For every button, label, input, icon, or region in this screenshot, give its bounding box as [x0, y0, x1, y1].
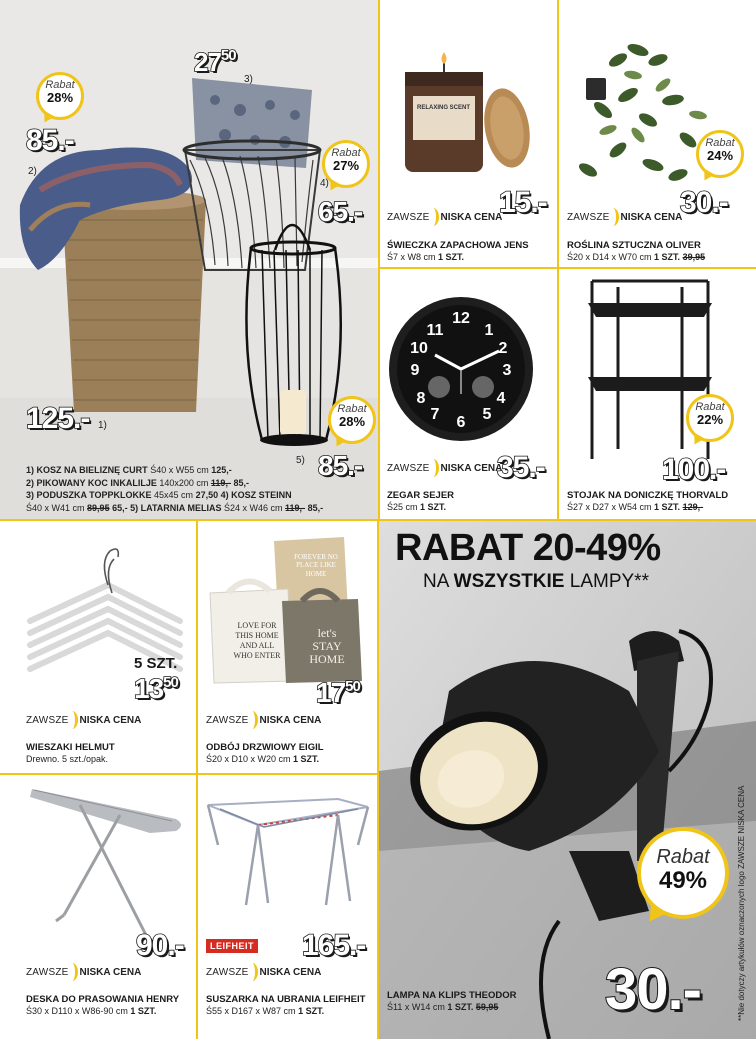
side-note: **Nie dotyczy artykułów oznaczonych logo ZAWSZE NISKA CENA	[737, 785, 746, 1021]
product-title: ODBÓJ DRZWIOWY EIGIL	[206, 742, 324, 753]
svg-text:5: 5	[482, 406, 492, 423]
product-plant	[558, 0, 756, 267]
product-desc: Ś20 x D14 x W70 cm 1 SZT. 39,95	[567, 252, 706, 262]
badge-value: 22%	[696, 412, 724, 427]
badge-value: 24%	[706, 148, 734, 163]
hero-product-list	[26, 464, 376, 514]
logo-arc-icon	[427, 208, 439, 226]
discount-badge	[36, 72, 84, 120]
svg-text:7: 7	[430, 406, 440, 423]
always-low-price-logo	[206, 963, 321, 981]
price-cushion	[194, 48, 236, 75]
clothes-dryer-image	[198, 775, 378, 935]
hero-line-3: 3) PODUSZKA TOPPKLOKKE 45x45 cm 27,50 4) KOSZ STEINN	[26, 490, 292, 500]
badge-label: Rabat	[337, 403, 367, 415]
hero-scene	[0, 0, 378, 520]
price-main: 17	[316, 677, 346, 708]
logo-word-1: ZAWSZE	[206, 714, 249, 726]
logo-arc-icon	[607, 208, 619, 226]
candle-image	[379, 0, 556, 200]
hero-line-1: 1) KOSZ NA BIELIZNĘ CURT Ś40 x W55 cm 125,-	[26, 465, 232, 475]
product-desc: Ś20 x D10 x W20 cm 1 SZT.	[206, 754, 320, 764]
badge-label: Rabat	[45, 79, 75, 91]
pack-count: 5 SZT.	[134, 655, 178, 672]
always-low-price-logo	[387, 208, 502, 226]
badge-label: Rabat	[705, 137, 735, 149]
logo-word-2: NISKA CENA	[79, 966, 142, 978]
product-title: ZEGAR SEJER	[387, 490, 455, 501]
logo-word-1: ZAWSZE	[26, 966, 69, 978]
discount-badge	[696, 130, 744, 178]
logo-word-2: NISKA CENA	[259, 714, 322, 726]
svg-text:8: 8	[416, 390, 426, 407]
price-main: 27	[194, 47, 221, 77]
svg-text:3: 3	[502, 362, 512, 379]
candle-label-text: RELAXING SCENT	[417, 105, 471, 111]
logo-arc-icon	[246, 963, 258, 981]
promo-headline: RABAT 20-49%	[395, 527, 661, 569]
promo-subheadline	[423, 571, 649, 593]
ironing-board-image	[0, 775, 196, 955]
always-low-price-logo	[567, 208, 682, 226]
product-title: LAMPA NA KLIPS THEODOR	[387, 990, 517, 1001]
badge-value: 27%	[332, 158, 360, 173]
logo-word-2: NISKA CENA	[440, 462, 503, 474]
price: 15.-	[499, 186, 547, 219]
price-wire-basket: 65.-	[318, 196, 363, 227]
badge-label: Rabat	[656, 846, 710, 868]
lamp-promo	[379, 521, 756, 1039]
logo-arc-icon	[246, 711, 258, 729]
plant-stand-image	[558, 269, 756, 469]
divider	[0, 773, 378, 775]
logo-word-1: ZAWSZE	[387, 462, 430, 474]
product-title: SUSZARKA NA UBRANIA LEIFHEIT	[206, 994, 366, 1005]
badge-label: Rabat	[331, 147, 361, 159]
divider	[557, 0, 559, 521]
product-desc: Ś25 cm 1 SZT.	[387, 502, 447, 512]
price	[316, 679, 360, 707]
item-number: 2)	[28, 166, 37, 177]
logo-word-2: NISKA CENA	[79, 714, 142, 726]
price: 35.-	[497, 451, 545, 484]
product-clock	[379, 269, 556, 519]
product-clothes-dryer	[198, 775, 378, 1039]
item-number: 4)	[320, 178, 329, 189]
product-desc: Ś55 x D167 x W87 cm 1 SZT.	[206, 1006, 325, 1016]
svg-text:11: 11	[426, 322, 444, 339]
item-number: 1)	[98, 420, 107, 431]
hero-line-4: Ś40 x W41 cm 89,95 65,- 5) LATARNIA MELIAS Ś24 x W46 cm 119,- 85,-	[26, 502, 324, 513]
divider	[196, 519, 198, 1039]
logo-word-1: ZAWSZE	[206, 966, 249, 978]
product-title: ROŚLINA SZTUCZNA OLIVER	[567, 240, 701, 251]
logo-word-1: ZAWSZE	[567, 211, 610, 223]
product-ironing-board	[0, 775, 196, 1039]
always-low-price-logo	[206, 711, 321, 729]
product-desc: Drewno. 5 szt./opak.	[26, 754, 109, 764]
price-cents: 50	[345, 678, 360, 695]
divider	[377, 519, 379, 1039]
item-number: 5)	[296, 455, 305, 466]
price: 30.-	[680, 186, 728, 219]
doorstop-text-3: FOREVER NO PLACE LIKE HOME	[294, 553, 338, 578]
price: 100.-	[662, 453, 726, 486]
svg-text:10: 10	[410, 340, 428, 357]
price-cents: 50	[220, 47, 236, 64]
logo-word-2: NISKA CENA	[259, 966, 322, 978]
hero-line-2: 2) PIKOWANY KOC INKALILJE 140x200 cm 119,- 85,-	[26, 477, 249, 488]
discount-badge	[328, 396, 376, 444]
divider	[378, 0, 380, 521]
price-lantern: 85.-	[318, 450, 363, 481]
sub-post: LAMPY**	[569, 571, 649, 592]
product-doorstop	[198, 521, 378, 773]
product-desc: Ś27 x D27 x W54 cm 1 SZT. 129,-	[567, 502, 704, 512]
always-low-price-logo	[26, 963, 141, 981]
product-candle	[379, 0, 556, 267]
sub-pre: NA	[423, 571, 449, 592]
logo-arc-icon	[66, 963, 78, 981]
logo-word-1: ZAWSZE	[26, 714, 69, 726]
price: 165.-	[302, 929, 366, 962]
price-cents: 50	[163, 674, 178, 691]
svg-text:4: 4	[496, 390, 506, 407]
svg-text:2: 2	[498, 340, 508, 357]
badge-value: 49%	[658, 867, 708, 894]
doorstop-text-2: let's STAY HOME	[309, 626, 345, 667]
always-low-price-logo	[387, 459, 502, 477]
divider	[378, 267, 756, 269]
logo-word-2: NISKA CENA	[620, 211, 683, 223]
price-laundry-basket: 125.-	[26, 402, 90, 435]
price-quilt: 85.-	[26, 124, 74, 157]
product-title: WIESZAKI HELMUT	[26, 742, 115, 753]
product-title: STOJAK NA DONICZKĘ THORVALD	[567, 490, 729, 501]
price-main: 13	[134, 673, 164, 704]
product-desc: Ś7 x W8 cm 1 SZT.	[387, 252, 465, 262]
svg-text:6: 6	[456, 414, 466, 431]
logo-word-1: ZAWSZE	[387, 211, 430, 223]
svg-text:9: 9	[410, 362, 420, 379]
discount-badge	[686, 394, 734, 442]
sub-bold: WSZYSTKIE	[453, 571, 565, 592]
logo-arc-icon	[427, 459, 439, 477]
product-plant-stand	[558, 269, 756, 519]
brand-logo: LEIFHEIT	[206, 939, 258, 953]
product-title: DESKA DO PRASOWANIA HENRY	[26, 994, 180, 1005]
badge-label: Rabat	[695, 401, 725, 413]
item-number: 3)	[244, 74, 253, 85]
logo-word-2: NISKA CENA	[440, 211, 503, 223]
clock-image	[379, 269, 556, 449]
price	[134, 675, 178, 703]
badge-value: 28%	[46, 90, 74, 105]
product-desc: Ś30 x D110 x W86-90 cm 1 SZT.	[26, 1006, 157, 1016]
price: 30.-	[605, 957, 701, 1022]
svg-text:1: 1	[484, 322, 494, 339]
always-low-price-logo	[26, 711, 141, 729]
price: 90.-	[136, 929, 184, 962]
logo-arc-icon	[66, 711, 78, 729]
badge-value: 28%	[338, 414, 366, 429]
product-desc: Ś11 x W14 cm 1 SZT. 59,95	[387, 1002, 499, 1012]
doorstop-text-1: LOVE FOR THIS HOME AND ALL WHO ENTER	[233, 621, 281, 660]
product-hangers	[0, 521, 196, 773]
svg-text:12: 12	[452, 310, 470, 327]
discount-badge	[322, 140, 370, 188]
product-title: ŚWIECZKA ZAPACHOWA JENS	[387, 240, 529, 251]
